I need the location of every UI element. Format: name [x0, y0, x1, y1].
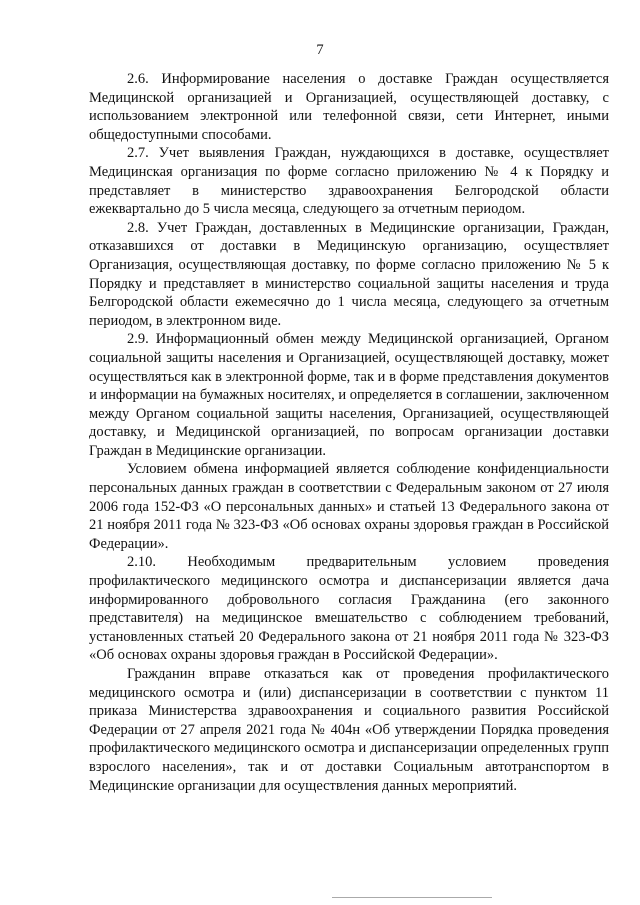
footer-divider [332, 897, 492, 898]
paragraph-2-6: 2.6. Информирование населения о доставке Граждан осуществляется Медицинской организацией и Организацией, осуществляющей доставку, с использованием электронной или телефонной связи, сети Интернет, иными общедоступными способами. [89, 71, 609, 143]
page-number: 7 [316, 42, 324, 58]
paragraph-2-10-refusal: Гражданин вправе отказаться как от проведения профилактического медицинского осмотра и (или) диспансеризации в соответствии с пунктом 11 приказа Министерства здравоохранения и социального развития Российской Федерации от 27 апреля 2021 года № 404н «Об утверждении Порядка проведения профилактического медицинского осмотра и диспансеризации определенных групп взрослого населения», так и от доставки Социальным автотранспортом в Медицинские организации для осуществления данных мероприятий. [89, 666, 609, 794]
paragraph-2-10: 2.10. Необходимым предварительным условием проведения профилактического медицинского осмотра и диспансеризации является дача информированного добровольного согласия Гражданина (его законного представителя) на медицинское вмешательство с соблюдением требований, установленных статьей 20 Федерального закона от 21 ноября 2011 года № 323-ФЗ «Об основах охраны здоровья граждан в Российской Федерации». [89, 554, 609, 664]
paragraph-2-9-confidentiality: Условием обмена информацией является соблюдение конфиденциальности персональных данных граждан в соответствии с Федеральным законом от 27 июля 2006 года 152-ФЗ «О персональных данных» и статьей 13 Федерального закона от 21 ноября 2011 года № 323-ФЗ «Об основах охраны здоровья граждан в Российской Федерации». [89, 461, 609, 552]
paragraph-2-8: 2.8. Учет Граждан, доставленных в Медицинские организации, Граждан, отказавшихся от доставки в Медицинскую организацию, осуществляет Организация, осуществляющая доставку, по форме согласно приложению № 5 к Порядку и представляет в министерство социальной защиты населения и труда Белгородской области ежемесячно до 1 числа месяца, следующего за отчетным периодом, в электронном виде. [89, 219, 609, 329]
document-body [89, 70, 609, 795]
paragraph-2-7: 2.7. Учет выявления Граждан, нуждающихся в доставке, осуществляет Медицинская организация по форме согласно приложению № 4 к Порядку и представляет в министерство здравоохранения Белгородской области ежеквартально до 5 числа месяца, следующего за отчетным периодом. [89, 145, 609, 218]
paragraph-2-9: 2.9. Информационный обмен между Медицинской организацией, Органом социальной защиты населения и Организацией, осуществляющей доставку, может осуществляться как в электронной форме, так и в форме представления документов и информации на бумажных носителях, и определяется в соглашении, заключенном между Органом социальной защиты населения, Организацией, осуществляющей доставку, и Медицинской организацией, по вопросам организации доставки Граждан в Медицинские организации. [89, 331, 609, 459]
